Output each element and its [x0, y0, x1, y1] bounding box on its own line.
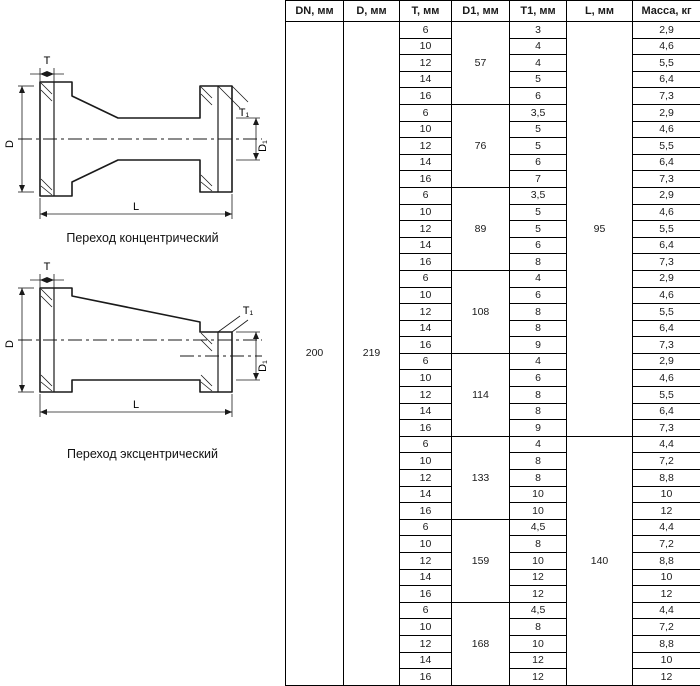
cell-mass: 6,4	[633, 320, 700, 337]
cell-mass: 5,5	[633, 221, 700, 238]
cell-t1: 3,5	[510, 187, 567, 204]
cell-t1: 7	[510, 171, 567, 188]
cell-mass: 5,5	[633, 138, 700, 155]
cell-t1: 8	[510, 536, 567, 553]
cell-t: 16	[400, 669, 452, 686]
cell-t: 16	[400, 337, 452, 354]
header-d1: D1, мм	[452, 1, 510, 22]
cell-t1: 4,5	[510, 602, 567, 619]
cell-mass: 4,4	[633, 602, 700, 619]
cell-mass: 7,3	[633, 88, 700, 105]
cell-mass: 5,5	[633, 304, 700, 321]
cell-t1: 5	[510, 221, 567, 238]
cell-t: 14	[400, 237, 452, 254]
cell-t: 12	[400, 635, 452, 652]
label-D1-concentric: D₁	[257, 140, 269, 152]
cell-mass: 5,5	[633, 387, 700, 404]
cell-d1: 76	[452, 104, 510, 187]
cell-t1: 8	[510, 470, 567, 487]
cell-t: 6	[400, 353, 452, 370]
header-t: T, мм	[400, 1, 452, 22]
cell-t1: 5	[510, 121, 567, 138]
label-T-concentric: T	[44, 55, 51, 67]
cell-mass: 4,4	[633, 519, 700, 536]
cell-mass: 2,9	[633, 187, 700, 204]
cell-mass: 10	[633, 652, 700, 669]
cell-mass: 7,3	[633, 171, 700, 188]
cell-t: 10	[400, 121, 452, 138]
cell-mass: 4,6	[633, 370, 700, 387]
cell-dn: 200	[286, 22, 344, 686]
cell-l: 95	[567, 22, 633, 437]
cell-mass: 12	[633, 669, 700, 686]
cell-t: 12	[400, 553, 452, 570]
cell-mass: 7,3	[633, 254, 700, 271]
cell-t: 12	[400, 470, 452, 487]
cell-t1: 10	[510, 503, 567, 520]
cell-t1: 12	[510, 569, 567, 586]
cell-t1: 6	[510, 370, 567, 387]
cell-mass: 7,2	[633, 619, 700, 636]
dimensions-table-wrapper	[285, 0, 700, 528]
cell-t: 12	[400, 138, 452, 155]
cell-mass: 12	[633, 503, 700, 520]
label-D1-eccentric: D₁	[257, 360, 269, 372]
cell-mass: 7,2	[633, 536, 700, 553]
cell-t: 14	[400, 486, 452, 503]
cell-mass: 6,4	[633, 237, 700, 254]
cell-t1: 8	[510, 403, 567, 420]
table-body	[286, 22, 700, 686]
cell-mass: 4,6	[633, 121, 700, 138]
cell-t: 14	[400, 154, 452, 171]
cell-t1: 9	[510, 337, 567, 354]
cell-mass: 12	[633, 586, 700, 603]
cell-t1: 12	[510, 586, 567, 603]
cell-t1: 10	[510, 553, 567, 570]
cell-t1: 10	[510, 635, 567, 652]
cell-t1: 4	[510, 270, 567, 287]
cell-t: 6	[400, 22, 452, 39]
cell-t1: 4	[510, 353, 567, 370]
cell-d1: 168	[452, 602, 510, 685]
cell-t1: 12	[510, 652, 567, 669]
cell-t: 6	[400, 436, 452, 453]
cell-mass: 2,9	[633, 270, 700, 287]
header-d: D, мм	[344, 1, 400, 22]
cell-t: 12	[400, 55, 452, 72]
cell-d: 219	[344, 22, 400, 686]
cell-t1: 10	[510, 486, 567, 503]
cell-t: 10	[400, 619, 452, 636]
cell-t1: 5	[510, 71, 567, 88]
cell-t: 16	[400, 88, 452, 105]
concentric-reducer-drawing	[0, 0, 285, 230]
cell-t: 10	[400, 453, 452, 470]
cell-mass: 8,8	[633, 635, 700, 652]
cell-t: 16	[400, 503, 452, 520]
cell-t1: 4,5	[510, 519, 567, 536]
cell-t1: 8	[510, 320, 567, 337]
caption-concentric: Переход концентрический	[0, 231, 285, 245]
cell-t: 10	[400, 204, 452, 221]
table-row	[286, 22, 700, 39]
table-header-row	[286, 1, 700, 22]
cell-t: 14	[400, 71, 452, 88]
label-T1-eccentric: T₁	[243, 305, 254, 317]
cell-t1: 6	[510, 287, 567, 304]
figures-panel	[0, 0, 285, 528]
cell-t1: 3	[510, 22, 567, 39]
cell-mass: 4,6	[633, 38, 700, 55]
caption-eccentric: Переход эксцентрический	[0, 447, 285, 461]
cell-mass: 2,9	[633, 353, 700, 370]
label-L-concentric: L	[133, 201, 139, 213]
cell-d1: 57	[452, 22, 510, 105]
cell-t1: 9	[510, 420, 567, 437]
cell-t1: 12	[510, 669, 567, 686]
cell-t: 10	[400, 536, 452, 553]
label-D-concentric: D	[4, 140, 16, 148]
label-L-eccentric: L	[133, 399, 139, 411]
cell-d1: 114	[452, 353, 510, 436]
cell-t: 14	[400, 569, 452, 586]
header-mass: Масса, кг	[633, 1, 700, 22]
cell-mass: 7,2	[633, 453, 700, 470]
cell-mass: 4,4	[633, 436, 700, 453]
header-l: L, мм	[567, 1, 633, 22]
cell-t: 12	[400, 221, 452, 238]
cell-mass: 2,9	[633, 104, 700, 121]
cell-mass: 4,6	[633, 204, 700, 221]
cell-t: 6	[400, 187, 452, 204]
cell-mass: 6,4	[633, 71, 700, 88]
cell-t1: 8	[510, 453, 567, 470]
cell-t1: 5	[510, 204, 567, 221]
cell-t: 6	[400, 270, 452, 287]
cell-t1: 6	[510, 154, 567, 171]
cell-d1: 159	[452, 519, 510, 602]
cell-mass: 7,3	[633, 337, 700, 354]
cell-t: 12	[400, 304, 452, 321]
cell-t1: 4	[510, 436, 567, 453]
cell-t1: 8	[510, 254, 567, 271]
label-T1-concentric: T₁	[239, 107, 250, 119]
cell-mass: 8,8	[633, 553, 700, 570]
cell-t1: 8	[510, 619, 567, 636]
cell-t1: 4	[510, 55, 567, 72]
eccentric-reducer-drawing	[0, 252, 285, 442]
cell-t1: 4	[510, 38, 567, 55]
cell-t: 16	[400, 420, 452, 437]
cell-t: 12	[400, 387, 452, 404]
cell-t: 6	[400, 519, 452, 536]
cell-mass: 4,6	[633, 287, 700, 304]
cell-t: 16	[400, 586, 452, 603]
cell-d1: 133	[452, 436, 510, 519]
cell-mass: 10	[633, 486, 700, 503]
cell-mass: 8,8	[633, 470, 700, 487]
cell-t1: 6	[510, 88, 567, 105]
cell-l: 140	[567, 436, 633, 685]
cell-t: 16	[400, 171, 452, 188]
label-T-eccentric: T	[44, 261, 51, 273]
cell-t: 16	[400, 254, 452, 271]
dimensions-table	[285, 0, 700, 686]
label-D-eccentric: D	[4, 340, 16, 348]
header-dn: DN, мм	[286, 1, 344, 22]
cell-t: 10	[400, 287, 452, 304]
cell-t1: 8	[510, 387, 567, 404]
cell-t: 6	[400, 602, 452, 619]
cell-mass: 10	[633, 569, 700, 586]
cell-d1: 89	[452, 187, 510, 270]
cell-t: 14	[400, 320, 452, 337]
cell-mass: 7,3	[633, 420, 700, 437]
cell-mass: 6,4	[633, 403, 700, 420]
cell-mass: 2,9	[633, 22, 700, 39]
cell-d1: 108	[452, 270, 510, 353]
cell-t1: 8	[510, 304, 567, 321]
header-t1: T1, мм	[510, 1, 567, 22]
cell-t1: 3,5	[510, 104, 567, 121]
cell-t: 10	[400, 38, 452, 55]
cell-t: 6	[400, 104, 452, 121]
cell-t: 10	[400, 370, 452, 387]
cell-t1: 5	[510, 138, 567, 155]
cell-mass: 5,5	[633, 55, 700, 72]
cell-t: 14	[400, 403, 452, 420]
cell-mass: 6,4	[633, 154, 700, 171]
cell-t: 14	[400, 652, 452, 669]
cell-t1: 6	[510, 237, 567, 254]
